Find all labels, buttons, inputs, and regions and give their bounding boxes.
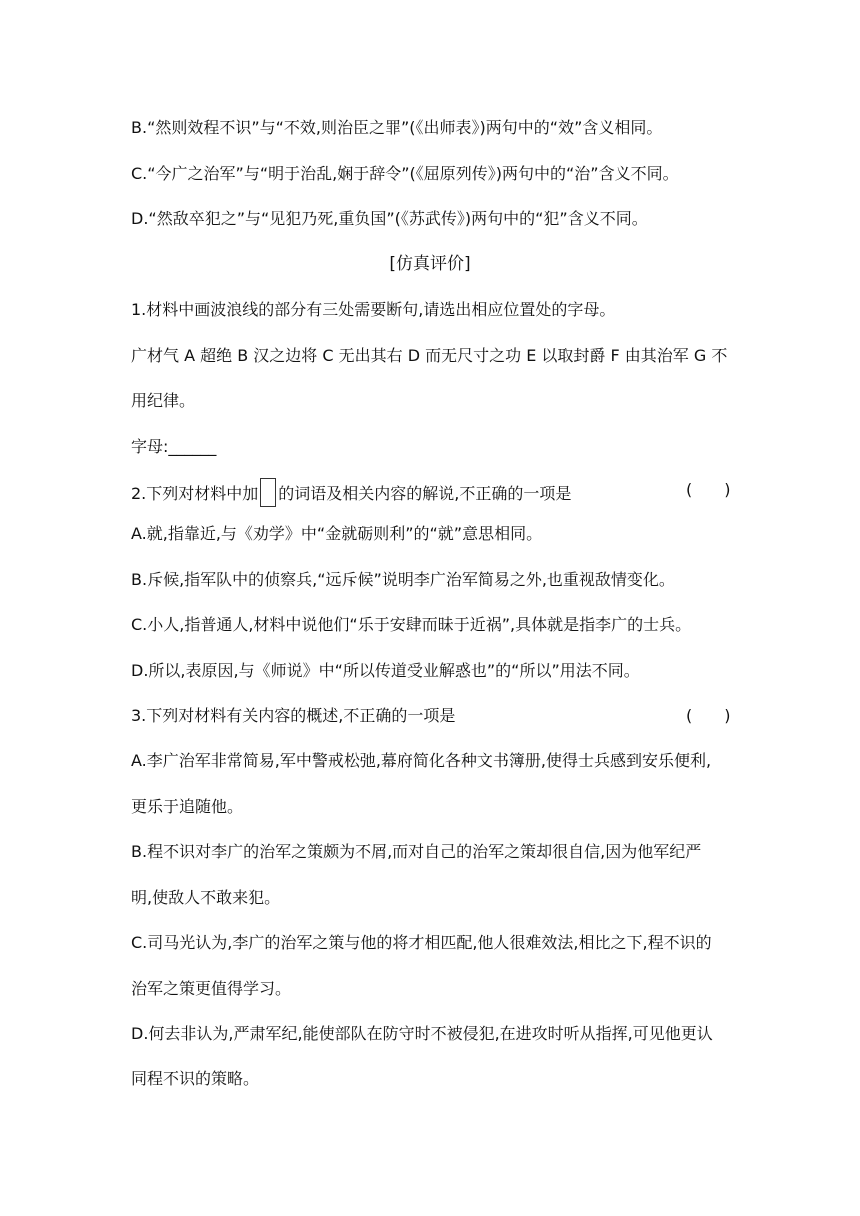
- q3-answer-paren: ( ): [686, 706, 731, 725]
- emphasis-box-mark: [260, 478, 276, 507]
- q2-stem-before: 2.下列对材料中加: [131, 484, 259, 503]
- q1-stem: 1.材料中画波浪线的部分有三处需要断句,请选出相应位置处的字母。: [131, 300, 616, 319]
- q2-answer-paren: ( ): [686, 480, 731, 499]
- q1-text-line1: 广材气 A 超绝 B 汉之边将 C 无出其右 D 而无尺寸之功 E 以取封爵 F 由其治军 G 不: [131, 346, 728, 365]
- q1-text-line2: 用纪律。: [131, 391, 196, 410]
- q3-option-c-line2: 治军之策更值得学习。: [131, 979, 292, 998]
- q2-stem-after: 的词语及相关内容的解说,不正确的一项是: [278, 484, 572, 503]
- option-c-prev: C.“今广之治军”与“明于治乱,娴于辞令”(《屈原列传》)两句中的“治”含义不同。: [131, 164, 679, 183]
- q2-option-d: D.所以,表原因,与《师说》中“所以传道受业解惑也”的“所以”用法不同。: [131, 661, 640, 680]
- section-title: [仿真评价]: [389, 254, 471, 274]
- q3-option-a-line2: 更乐于追随他。: [131, 797, 244, 816]
- q2-option-b: B.斥候,指军队中的侦察兵,“远斥候”说明李广治军简易之外,也重视敌情变化。: [131, 570, 675, 589]
- q3-option-d-line2: 同程不识的策略。: [131, 1069, 260, 1088]
- q2-option-a: A.就,指靠近,与《劝学》中“金就砺则利”的“就”意思相同。: [131, 524, 543, 543]
- q2-option-c: C.小人,指普通人,材料中说他们“乐于安肆而昧于近祸”,具体就是指李广的士兵。: [131, 615, 692, 634]
- q3-option-b-line2: 明,使敌人不敢来犯。: [131, 888, 281, 907]
- q3-option-d-line1: D.何去非认为,严肃军纪,能使部队在防守时不被侵犯,在进攻时听从指挥,可见他更认: [131, 1024, 713, 1043]
- option-b-prev: B.“然则效程不识”与“不效,则治臣之罪”(《出师表》)两句中的“效”含义相同。: [131, 118, 663, 137]
- q3-option-c-line1: C.司马光认为,李广的治军之策与他的将才相匹配,他人很难效法,相比之下,程不识的: [131, 933, 712, 952]
- q1-answer-blank: 字母:______: [131, 437, 217, 456]
- q3-stem: 3.下列对材料有关内容的概述,不正确的一项是: [131, 706, 456, 725]
- q2-stem: [131, 480, 571, 509]
- option-d-prev: D.“然敌卒犯之”与“见犯乃死,重负国”(《苏武传》)两句中的“犯”含义不同。: [131, 209, 648, 228]
- q3-option-a-line1: A.李广治军非常简易,军中警戒松弛,幕府简化各种文书簿册,使得士兵感到安乐便利,: [131, 751, 712, 770]
- q3-option-b-line1: B.程不识对李广的治军之策颇为不屑,而对自己的治军之策却很自信,因为他军纪严: [131, 842, 702, 861]
